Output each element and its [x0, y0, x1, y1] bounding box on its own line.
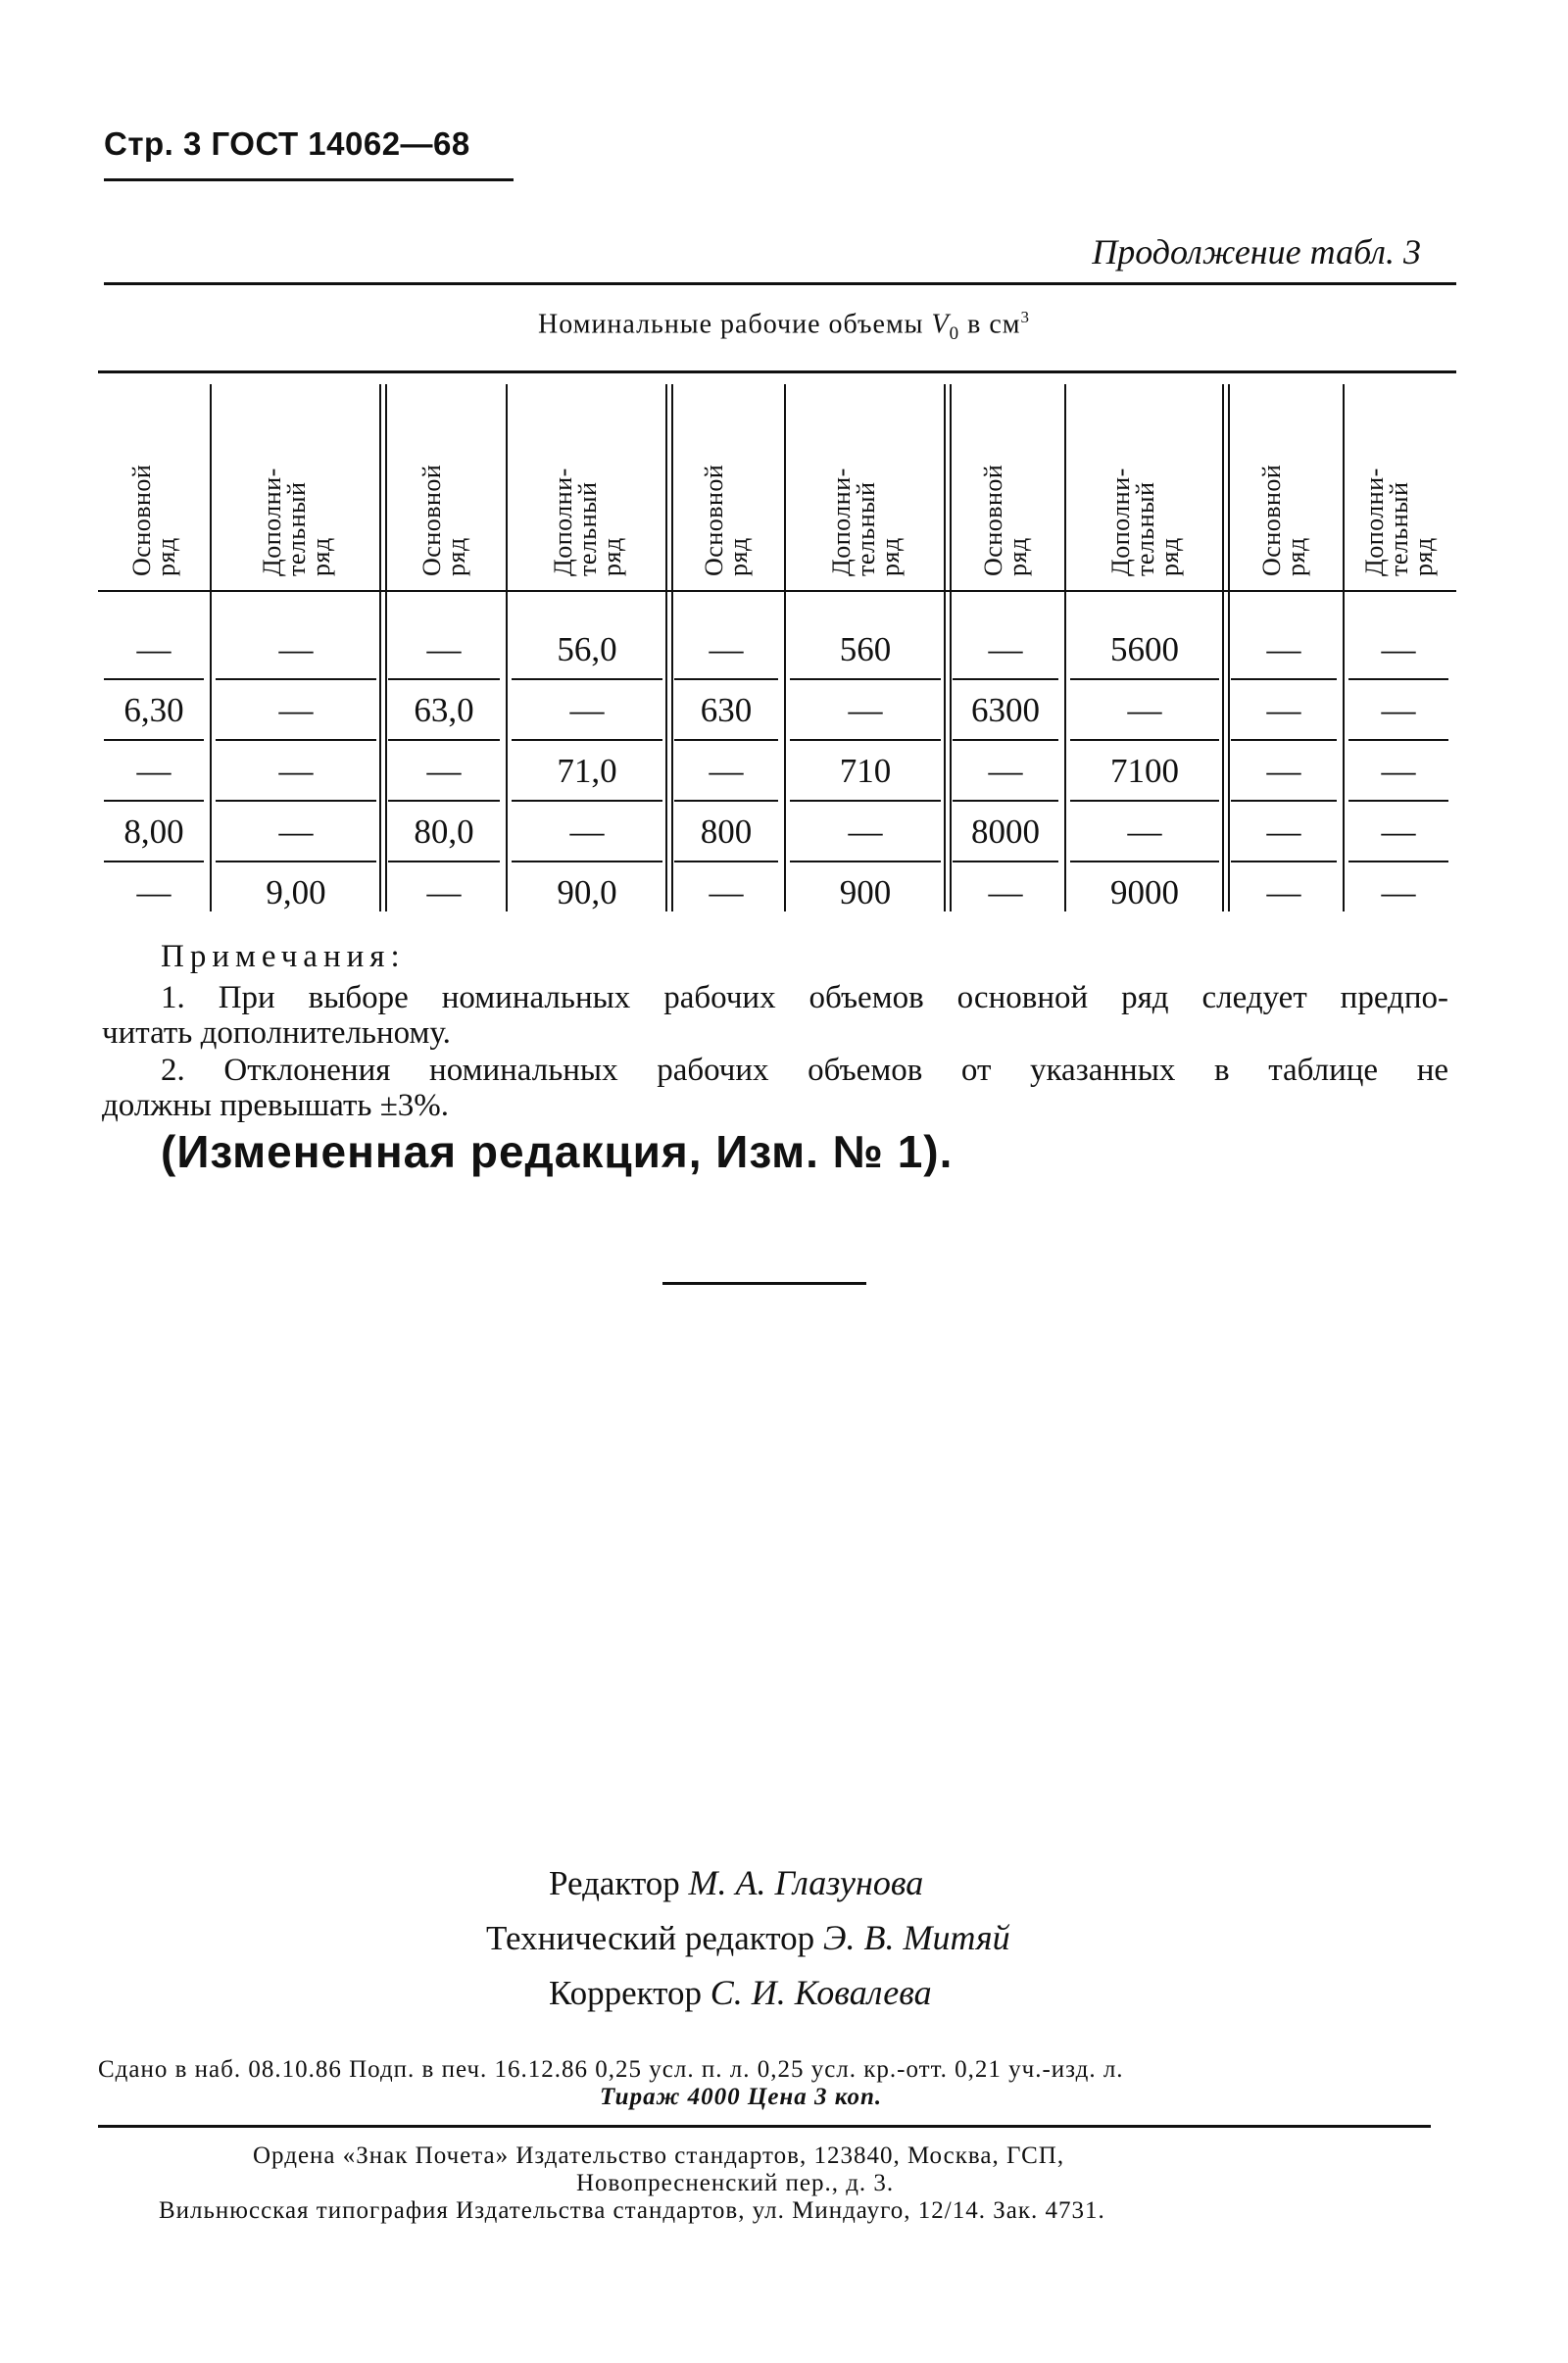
table-cell: 560 [839, 630, 892, 668]
imprint-line-1: Сдано в наб. 08.10.86 Подп. в печ. 16.12.86 0,25 усл. п. л. 0,25 усл. кр.-отт. 0,21 уч.-изд. л. [98, 2056, 1124, 2083]
cell-underline [388, 678, 500, 680]
table-cell: 8,00 [123, 812, 184, 851]
table-cell: — [278, 752, 314, 790]
cell-underline [1348, 739, 1448, 741]
proofreader-role: Корректор [549, 1974, 703, 2012]
table-header-bottom-rule [98, 590, 1456, 592]
caption-symbol-sub: 0 [949, 322, 960, 344]
cell-underline [388, 739, 500, 741]
imprint-line-4: Новопресненский пер., д. 3. [576, 2170, 895, 2196]
table-cell: — [1127, 691, 1162, 729]
caption-unit-sup: 3 [1020, 308, 1030, 326]
cell-underline [104, 678, 204, 680]
cell-underline [953, 861, 1058, 862]
column-separator [665, 384, 667, 911]
note-2-line-2: должны превышать ±3%. [102, 1088, 450, 1123]
column-header-8: Дополни- тельный ряд [1105, 468, 1184, 576]
cell-underline [1348, 861, 1448, 862]
edition-note: (Измененная редакция, Изм. № 1). [161, 1126, 954, 1177]
cell-underline [674, 739, 778, 741]
note-2-line-1: 2. Отклонения номинальных рабочих объемов от указанных в таблице не [161, 1053, 1448, 1088]
cell-underline [790, 678, 941, 680]
caption-prefix: Номинальные рабочие объемы [538, 309, 932, 340]
imprint-line-5: Вильнюсская типография Издательства стандартов, ул. Миндауго, 12/14. Зак. 4731. [159, 2197, 1105, 2224]
cell-underline [1231, 739, 1337, 741]
cell-underline [1231, 800, 1337, 802]
cell-underline [953, 739, 1058, 741]
column-header-5: Основной ряд [700, 464, 753, 576]
cell-underline [1231, 861, 1337, 862]
table-cell: — [1381, 812, 1416, 851]
table-cell: — [1127, 812, 1162, 851]
table-cell: 630 [700, 691, 753, 729]
table-cell: 8000 [971, 812, 1040, 851]
column-separator [385, 384, 387, 911]
note-1-line-1: 1. При выборе номинальных рабочих объемов основной ряд следует предпо- [161, 980, 1448, 1015]
imprint-rule [98, 2125, 1431, 2128]
table-cell: — [988, 630, 1023, 668]
table-cell: 9000 [1110, 873, 1179, 911]
column-header-4: Дополни- тельный ряд [548, 468, 626, 576]
table-cell: 6300 [971, 691, 1040, 729]
table-cell: — [1381, 691, 1416, 729]
table-cell: — [1381, 752, 1416, 790]
table-cell: — [709, 752, 744, 790]
cell-underline [953, 800, 1058, 802]
editor-credit [549, 1862, 923, 1903]
table-cell: 80,0 [414, 812, 474, 851]
cell-underline [104, 800, 204, 802]
column-separator [784, 384, 786, 911]
table-cell: — [848, 812, 883, 851]
table-cell: — [1381, 630, 1416, 668]
cell-underline [1070, 739, 1219, 741]
table-cell: 71,0 [557, 752, 617, 790]
cell-underline [1231, 678, 1337, 680]
cell-underline [790, 739, 941, 741]
column-separator [944, 384, 946, 911]
column-separator [671, 384, 673, 911]
table-cell: — [426, 752, 462, 790]
cell-underline [216, 678, 376, 680]
column-separator [210, 384, 212, 911]
column-separator [1228, 384, 1230, 911]
cell-underline [512, 678, 662, 680]
cell-underline [790, 800, 941, 802]
caption-symbol: V [931, 309, 950, 340]
column-separator [506, 384, 508, 911]
table-cell: — [1381, 873, 1416, 911]
table-cell: — [1266, 752, 1301, 790]
column-separator [379, 384, 381, 911]
column-separator [1343, 384, 1345, 911]
imprint-line-2: Тираж 4000 Цена 3 коп. [600, 2084, 883, 2110]
column-header-10: Дополни- тельный ряд [1359, 468, 1438, 576]
table-cell: 5600 [1110, 630, 1179, 668]
table-cell: — [848, 691, 883, 729]
table-cell: — [426, 630, 462, 668]
tech-editor-role: Технический редактор [486, 1919, 815, 1957]
notes-title: Примечания: [161, 939, 406, 974]
table-continuation-label: Продолжение табл. 3 [1092, 232, 1421, 271]
column-header-7: Основной ряд [979, 464, 1032, 576]
table-cell: 90,0 [557, 873, 617, 911]
cell-underline [1348, 678, 1448, 680]
header-rule [104, 178, 514, 181]
cell-underline [512, 739, 662, 741]
editor-name: М. А. Глазунова [688, 1863, 924, 1902]
column-header-2: Дополни- тельный ряд [257, 468, 335, 576]
caption-suffix: в см [959, 309, 1021, 340]
editor-role: Редактор [549, 1864, 680, 1902]
table-cell: 800 [700, 812, 753, 851]
table-cell: — [569, 691, 605, 729]
cell-underline [1070, 800, 1219, 802]
cell-underline [104, 739, 204, 741]
column-header-9: Основной ряд [1257, 464, 1310, 576]
table-cell: — [988, 752, 1023, 790]
table-cell: — [1266, 873, 1301, 911]
table-cell: — [136, 873, 172, 911]
cell-underline [1070, 861, 1219, 862]
table-cell: — [426, 873, 462, 911]
cell-underline [674, 800, 778, 802]
cell-underline [388, 861, 500, 862]
cell-underline [790, 861, 941, 862]
table-cell: — [278, 812, 314, 851]
page-header: Стр. 3 ГОСТ 14062—68 [104, 125, 470, 162]
tech-editor-name: Э. В. Митяй [822, 1918, 1010, 1957]
table-header-top-rule [98, 370, 1456, 373]
table-cell: 9,00 [266, 873, 326, 911]
table-cell: 63,0 [414, 691, 474, 729]
table-cell: — [136, 752, 172, 790]
column-separator [1064, 384, 1066, 911]
cell-underline [104, 861, 204, 862]
proofreader-credit [549, 1972, 932, 2013]
column-header-3: Основной ряд [417, 464, 470, 576]
table-cell: — [1266, 630, 1301, 668]
table-cell: — [709, 873, 744, 911]
table-caption [0, 308, 1568, 345]
cell-underline [953, 678, 1058, 680]
column-separator [1222, 384, 1224, 911]
table-cell: — [278, 630, 314, 668]
imprint-line-3: Ордена «Знак Почета» Издательство стандартов, 123840, Москва, ГСП, [253, 2142, 1065, 2169]
table-cell: — [709, 630, 744, 668]
cell-underline [512, 800, 662, 802]
cell-underline [216, 739, 376, 741]
cell-underline [216, 800, 376, 802]
cell-underline [512, 861, 662, 862]
column-separator [950, 384, 952, 911]
cell-underline [674, 678, 778, 680]
table-top-rule [104, 282, 1456, 285]
cell-underline [216, 861, 376, 862]
table-cell: — [569, 812, 605, 851]
table-cell: 710 [839, 752, 892, 790]
table-cell: — [988, 873, 1023, 911]
table-cell: — [136, 630, 172, 668]
table-cell: — [1266, 812, 1301, 851]
table-cell: 7100 [1110, 752, 1179, 790]
column-header-6: Дополни- тельный ряд [826, 468, 905, 576]
table-cell: 56,0 [557, 630, 617, 668]
note-1-line-2: читать дополнительному. [102, 1015, 451, 1051]
cell-underline [1348, 800, 1448, 802]
section-end-rule [662, 1282, 866, 1285]
proofreader-name: С. И. Ковалева [710, 1973, 932, 2012]
cell-underline [674, 861, 778, 862]
table-cell: 900 [839, 873, 892, 911]
cell-underline [1070, 678, 1219, 680]
tech-editor-credit [486, 1917, 1010, 1958]
table-cell: — [278, 691, 314, 729]
cell-underline [388, 800, 500, 802]
table-cell: — [1266, 691, 1301, 729]
table-cell: 6,30 [123, 691, 184, 729]
column-header-1: Основной ряд [127, 464, 180, 576]
